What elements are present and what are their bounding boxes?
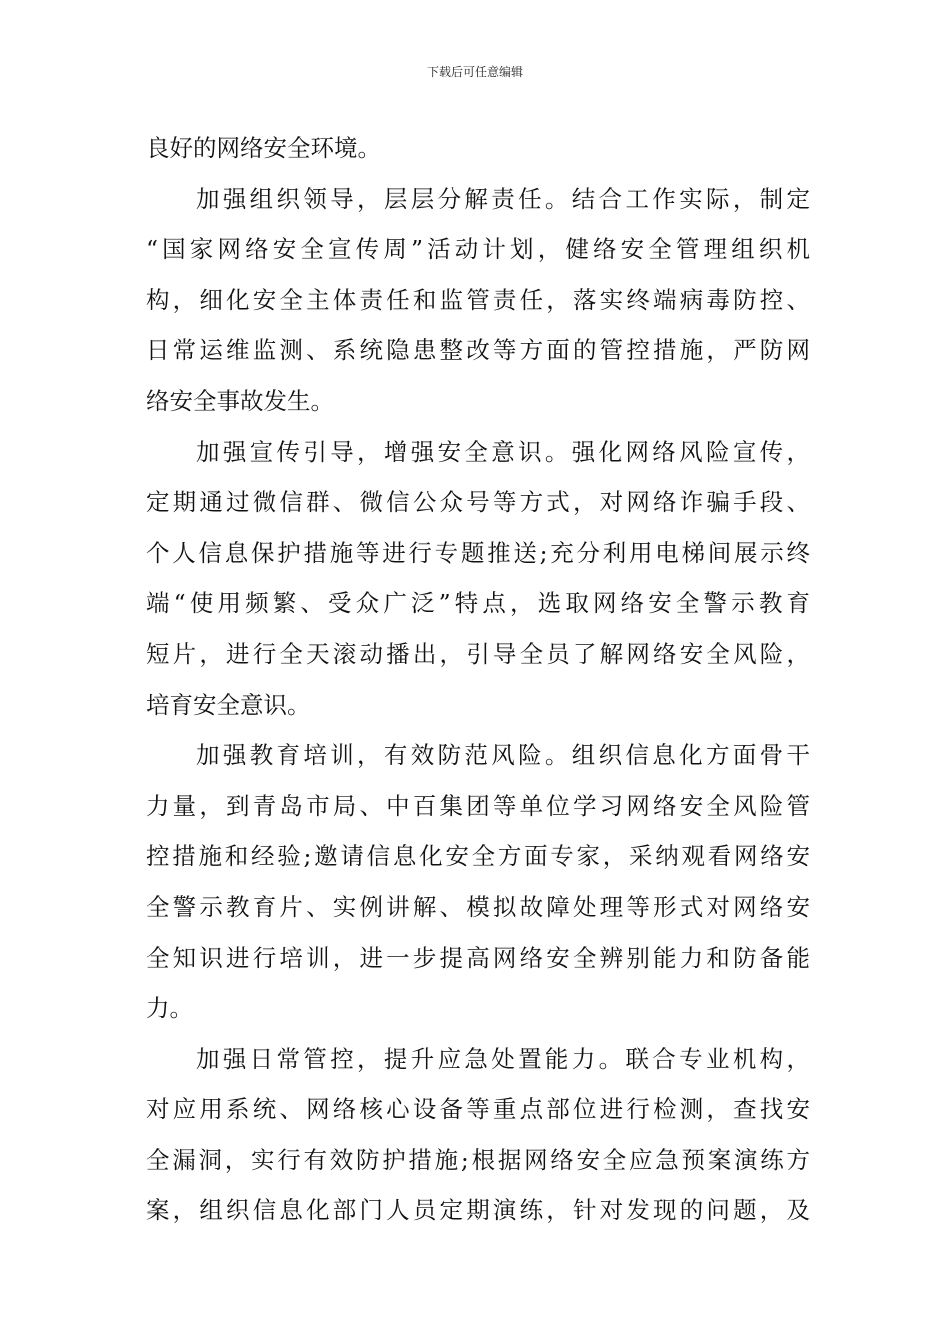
text-line: 全知识进行培训，进一步提高网络安全辨别能力和防备能 <box>146 943 810 972</box>
text-line: 对应用系统、网络核心设备等重点部位进行检测，查找安 <box>146 1095 810 1124</box>
text-line: 加强组织领导，层层分解责任。结合工作实际，制定 <box>196 184 810 213</box>
text-line: 个人信息保护措施等进行专题推送;充分利用电梯间展示终 <box>146 538 810 567</box>
text-line: 控措施和经验;邀请信息化安全方面专家，采纳观看网络安 <box>146 842 810 871</box>
text-line: 加强日常管控，提升应急处置能力。联合专业机构， <box>196 1044 810 1073</box>
text-line: 全漏洞，实行有效防护措施;根据网络安全应急预案演练方 <box>146 1145 810 1174</box>
text-line: 端“使用频繁、受众广泛”特点，选取网络安全警示教育 <box>146 589 810 618</box>
text-line: 力量，到青岛市局、中百集团等单位学习网络安全风险管 <box>146 791 810 820</box>
text-line: 培育安全意识。 <box>146 690 311 719</box>
text-line: 络安全事故发生。 <box>146 386 334 415</box>
text-line: 力。 <box>146 994 193 1023</box>
text-line: 加强教育培训，有效防范风险。组织信息化方面骨干 <box>196 741 810 770</box>
text-line: 全警示教育片、实例讲解、模拟故障处理等形式对网络安 <box>146 892 810 921</box>
text-line: 定期通过微信群、微信公众号等方式，对网络诈骗手段、 <box>146 488 810 517</box>
text-line: 日常运维监测、系统隐患整改等方面的管控措施，严防网 <box>146 336 810 365</box>
text-line: 短片，进行全天滚动播出，引导全员了解网络安全风险， <box>146 639 810 668</box>
document-body <box>146 123 810 1236</box>
text-line: 良好的网络安全环境。 <box>146 134 381 162</box>
page-header: 下载后可任意编辑 <box>426 65 523 79</box>
text-line: 构，细化安全主体责任和监管责任，落实终端病毒防控、 <box>146 285 810 314</box>
text-line: 案，组织信息化部门人员定期演练，针对发现的问题，及 <box>146 1196 810 1225</box>
text-line: 加强宣传引导，增强安全意识。强化网络风险宣传， <box>196 437 810 466</box>
text-line: “国家网络安全宣传周”活动计划，健络安全管理组织机 <box>146 235 810 264</box>
